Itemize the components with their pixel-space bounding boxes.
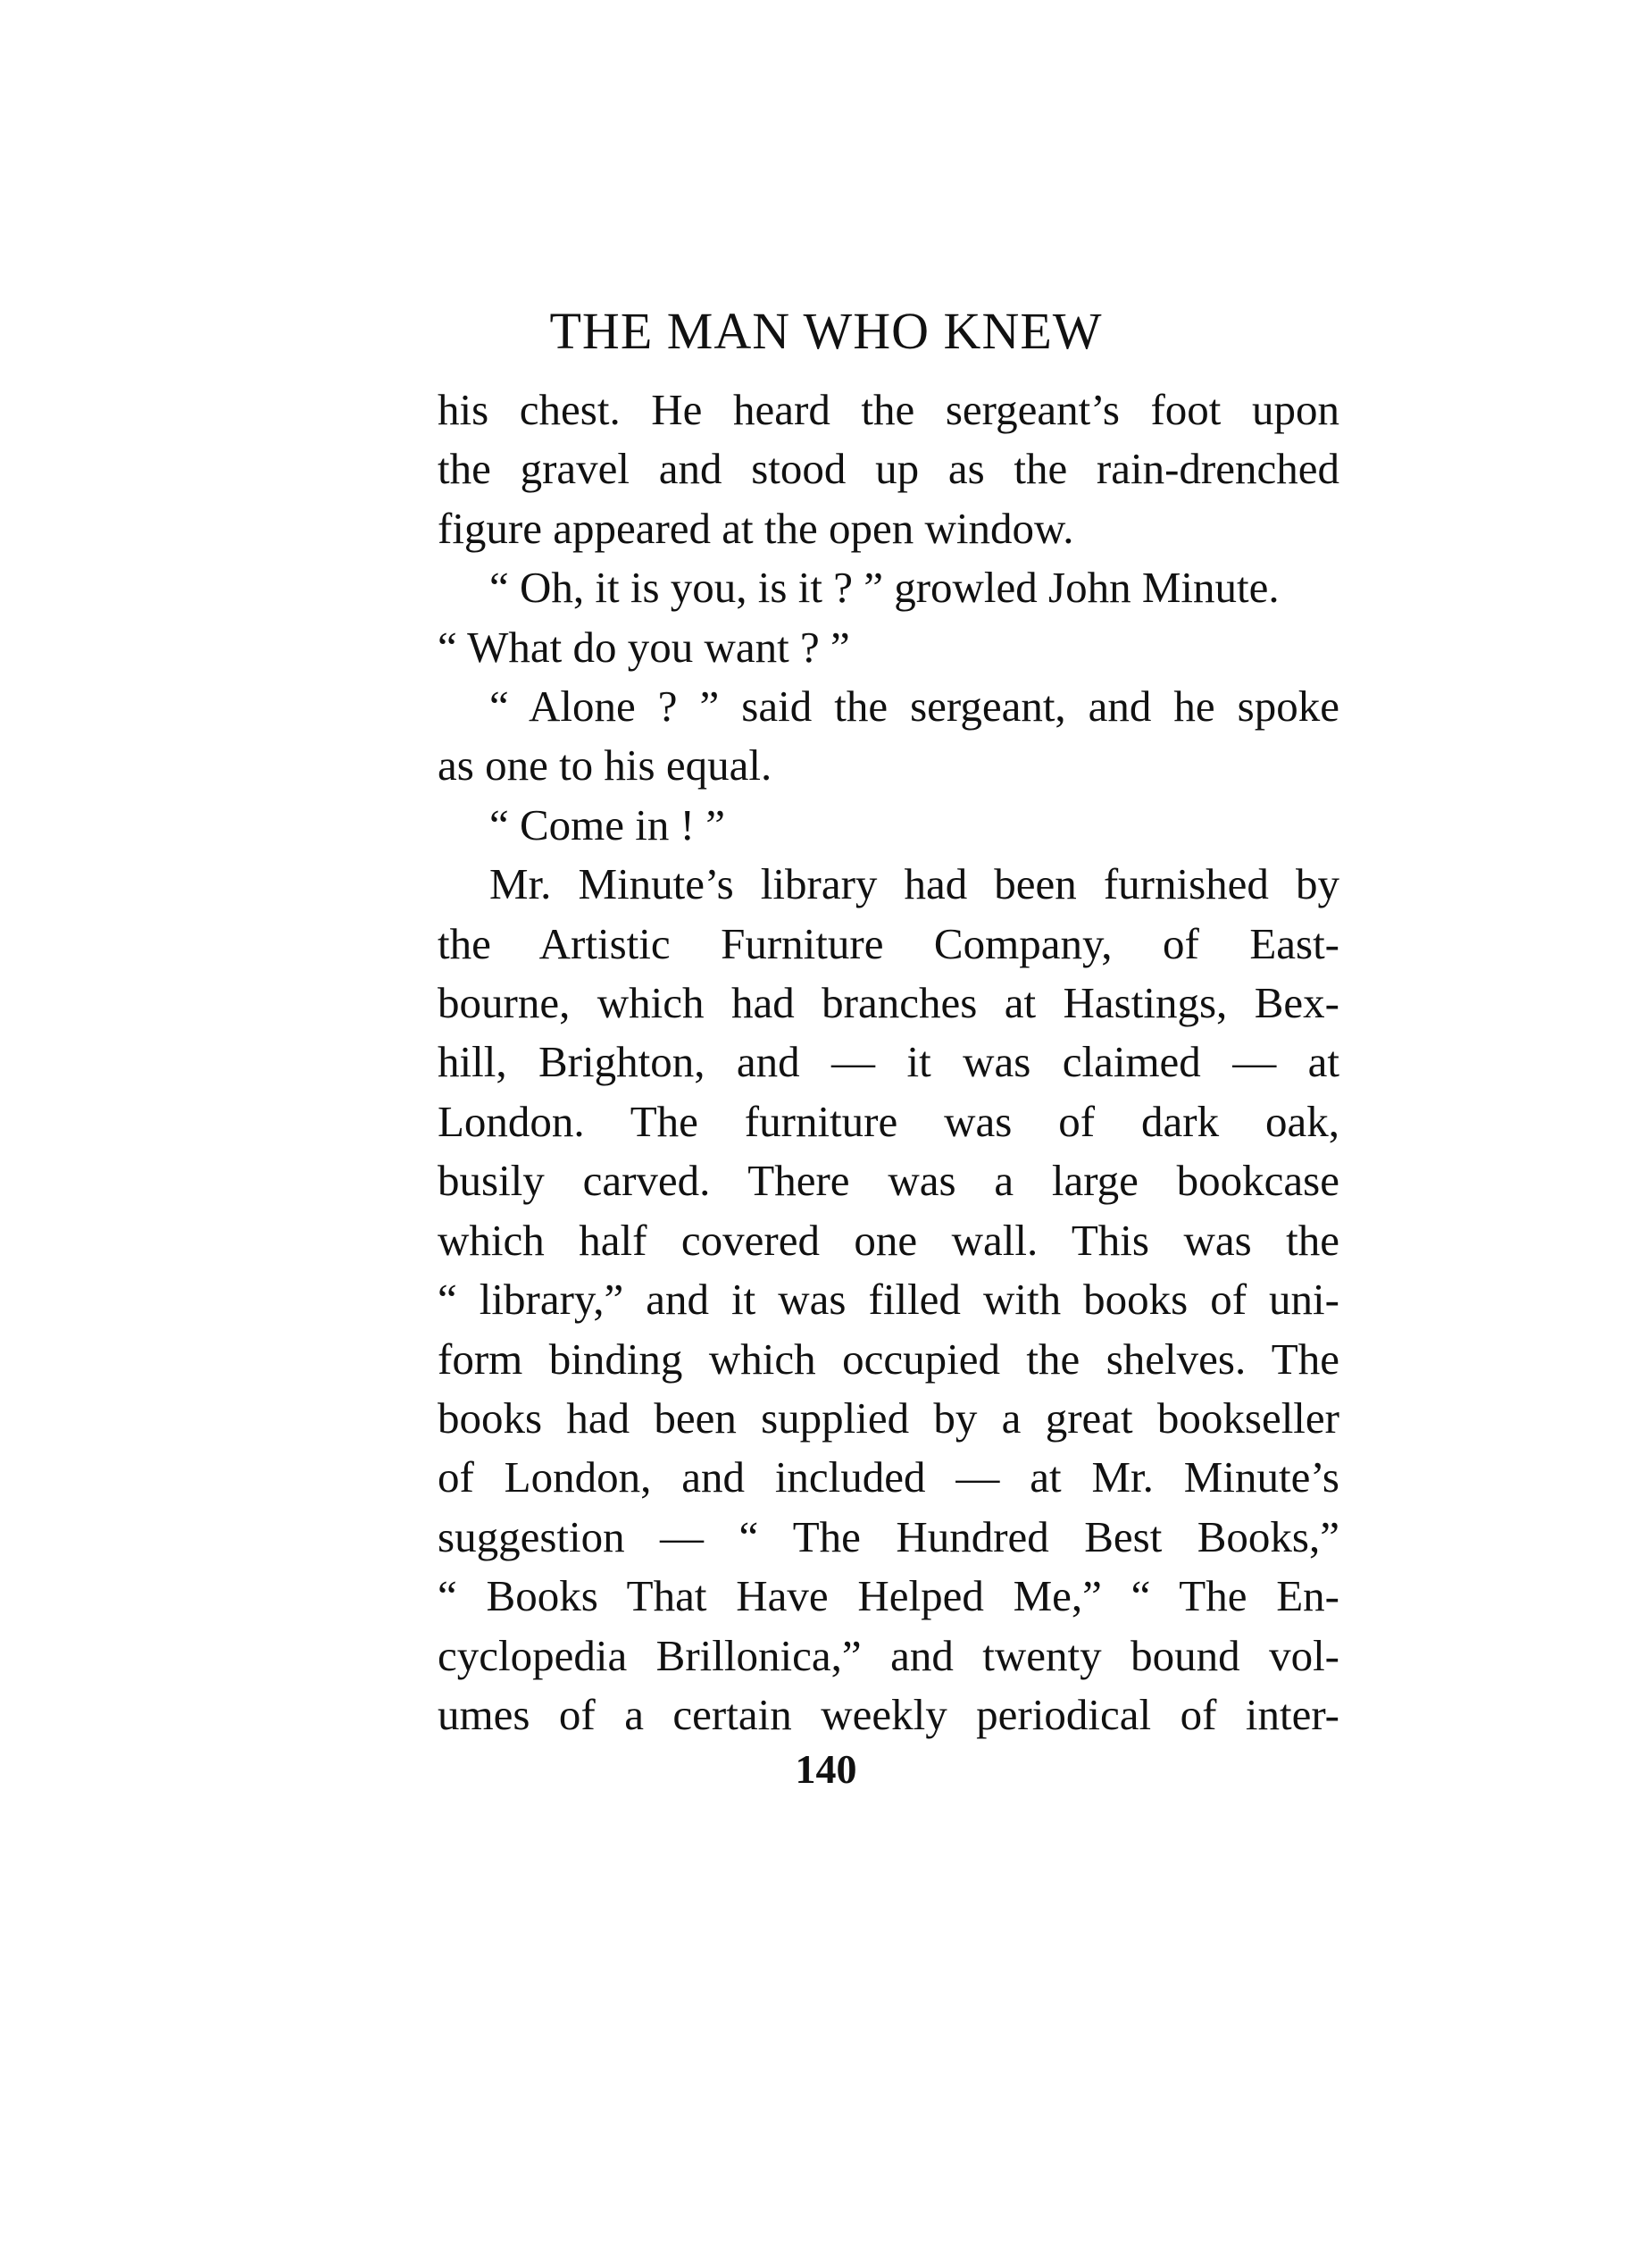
text-line: busily carved. There was a large bookcase <box>438 1156 1339 1206</box>
text-line: London. The furniture was of dark oak, <box>438 1096 1339 1146</box>
text-line: “ Come in ! ” <box>489 799 725 849</box>
text-line: cyclopedia Brillonica,” and twenty bound vol- <box>438 1630 1339 1680</box>
text-line: of London, and included — at Mr. Minute’s <box>438 1452 1339 1502</box>
text-line: “ What do you want ? ” <box>438 622 850 672</box>
body-text <box>438 381 1339 1744</box>
text-line: the Artistic Furniture Company, of East- <box>438 918 1339 968</box>
text-line: suggestion — “ The Hundred Best Books,” <box>438 1511 1339 1561</box>
text-line: hill, Brighton, and — it was claimed — at <box>438 1037 1339 1087</box>
text-line: form binding which occupied the shelves. The <box>438 1334 1339 1384</box>
text-line: as one to his equal. <box>438 740 772 791</box>
text-line: “ Oh, it is you, is it ? ” growled John Minute. <box>489 563 1280 613</box>
text-line: “ Alone ? ” said the sergeant, and he spoke <box>489 682 1339 732</box>
text-line: books had been supplied by a great bookseller <box>438 1393 1339 1443</box>
text-line: “ Books That Have Helped Me,” “ The En- <box>438 1571 1339 1621</box>
text-line: which half covered one wall. This was the <box>438 1215 1339 1265</box>
text-line: his chest. He heard the sergeant’s foot upon <box>438 385 1339 434</box>
page-number: 140 <box>795 1746 857 1792</box>
text-line: umes of a certain weekly periodical of inter- <box>438 1689 1339 1739</box>
text-line: figure appeared at the open window. <box>438 503 1074 553</box>
text-line: bourne, which had branches at Hastings, Bex- <box>438 978 1339 1028</box>
text-line: Mr. Minute’s library had been furnished by <box>489 859 1339 909</box>
text-line: the gravel and stood up as the rain-drenched <box>438 444 1339 494</box>
text-line: “ library,” and it was filled with books of uni- <box>438 1275 1339 1325</box>
running-header: THE MAN WHO KNEW <box>549 302 1103 360</box>
